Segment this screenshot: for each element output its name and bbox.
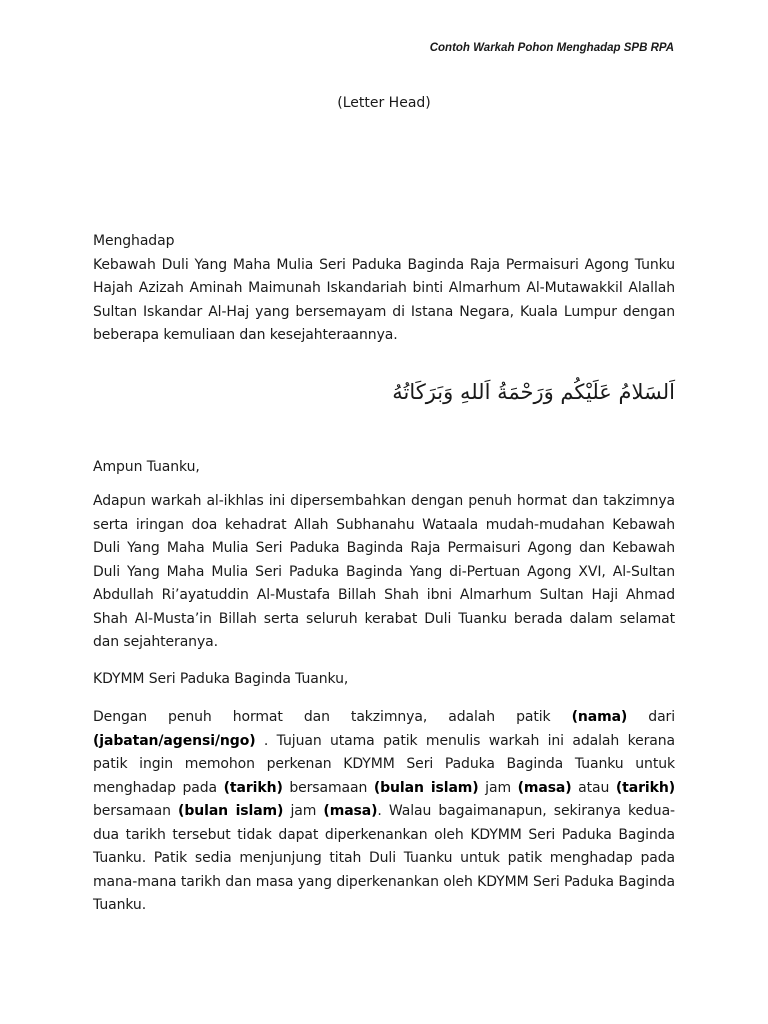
arabic-salam: اَلسَلامُ عَلَيْكُم وَرَحْمَةُ اَللهِ وَبَرَكَاتُهُ: [392, 380, 675, 404]
greeting-kdymm: KDYMM Seri Paduka Baginda Tuanku,: [93, 671, 349, 687]
para2-text: dari: [627, 709, 675, 725]
greeting-ampun-tuanku: Ampun Tuanku,: [93, 459, 200, 475]
addressee-text: Kebawah Duli Yang Maha Mulia Seri Paduka Baginda Raja Permaisuri Agong Tunku Hajah Azizah Aminah Maimunah Iskandariah binti Almarhum Al-Mutawakkil Alallah Sultan Iskandar Al-Haj yang bersemayam di Istana Negara, Kuala Lumpur dengan beberapa kemuliaan dan kesejahteraannya.: [93, 256, 675, 343]
addressee-block: [93, 230, 675, 348]
para2-text: Dengan penuh hormat dan takzimnya, adalah patik: [93, 709, 572, 725]
placeholder-jabatan: (jabatan/agensi/ngo): [93, 732, 256, 749]
placeholder-masa: (masa): [517, 779, 572, 796]
addressee-title: Menghadap: [93, 233, 175, 249]
placeholder-bulan-islam: (bulan islam): [373, 779, 479, 796]
placeholder-masa-alt: (masa): [323, 803, 378, 819]
para2-text: bersamaan: [93, 803, 179, 819]
placeholder-tarikh: (tarikh): [223, 779, 283, 796]
letterhead-placeholder: (Letter Head): [337, 95, 431, 111]
header-note: Contoh Warkah Pohon Menghadap SPB RPA: [429, 42, 674, 54]
para2-text: jam: [283, 803, 324, 819]
placeholder-tarikh-alt: (tarikh): [615, 779, 675, 796]
placeholder-nama: (nama): [571, 709, 628, 725]
para2-text: . Tujuan utama patik menulis warkah ini adalah kerana patik ingin memohon perkenan KDYMM Seri Paduka Baginda Tuanku untuk menghadap pada: [93, 732, 675, 796]
para2-text: . Walau bagaimanapun, sekiranya kedua-dua tarikh tersebut tidak dapat diperkenankan oleh KDYMM Seri Paduka Baginda Tuanku. Patik sedia menjunjung titah Duli Tuanku untuk patik menghadap pada mana-mana tarikh dan masa yang diperkenankan oleh KDYMM Seri Paduka Baginda Tuanku.: [93, 803, 675, 913]
paragraph-request: [93, 706, 675, 918]
para2-text: bersamaan: [282, 779, 374, 796]
placeholder-bulan-islam-alt: (bulan islam): [178, 803, 284, 819]
para2-text: atau: [571, 779, 616, 796]
para2-text: jam: [478, 779, 518, 796]
paragraph-opening: Adapun warkah al-ikhlas ini dipersembahkan dengan penuh hormat dan takzimnya serta iringan doa kehadrat Allah Subhanahu Wataala mudah-mudahan Kebawah Duli Yang Maha Mulia Seri Paduka Baginda Raja Permaisuri Agong dan Kebawah Duli Yang Maha Mulia Seri Paduka Baginda Yang di-Pertuan Agong XVI, Al-Sultan Abdullah Ri’ayatuddin Al-Mustafa Billah Shah ibni Almarhum Sultan Haji Ahmad Shah Al-Musta’in Billah serta seluruh kerabat Duli Tuanku berada dalam selamat dan sejahteranya.: [93, 493, 675, 650]
